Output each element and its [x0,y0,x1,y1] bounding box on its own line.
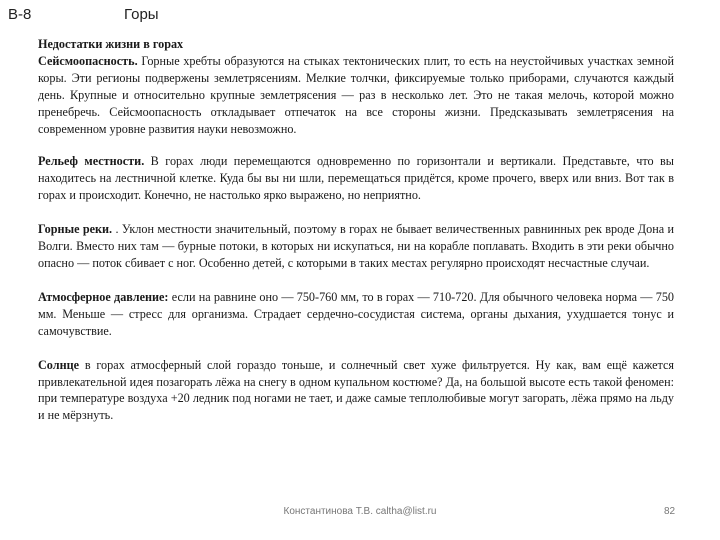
section-text-sun: в горах атмосферный слой гораздо тоньше, и солнечный свет хуже фильтруется. Ну как, вам ещё кажется привлекательной идея позагорать лёжа на снегу в одном купальном костюме? Да, на большой высоте есть такой феномен: при температуре воздуха +20 ледник под ногами не тает, и даже самые теплолюбивые могут загорать, лёжа прямо на льду и не мёрзнуть. [38,357,674,423]
section-text-seismic: Горные хребты образуются на стыках тектонических плит, то есть на неустойчивых участках земной коры. Эти регионы подвержены землетрясениям. Мелкие толчки, фиксируемые только приборами, случаются каждый день. Крупные и относительно крупные землетрясения — раз в несколько лет. Это не такая мелочь, которой можно пренебречь. Сейсмоопасность откладывает отпечаток на все стороны жизни. Предсказывать землетрясения на современном уровне развития науки невозможно. [38,53,674,136]
section-rivers [38,221,674,272]
section-sun [38,357,674,425]
section-top-heading: Недостатки жизни в горах [38,37,184,51]
slide-title: Горы [124,6,159,23]
section-text-pressure: если на равнине оно — 750-760 мм, то в горах — 710-720. Для обычного человека норма — 750 мм. Меньше — стресс для организма. Страдает сердечно-сосудистая система, органы дыхания, ухудшается тонус и самочувствие. [38,289,675,338]
main-content [38,36,674,441]
section-heading-pressure: Атмосферное давление: [38,289,169,304]
footer-author: Константинова Т.В. caltha@list.ru [283,506,437,517]
section-pressure [38,289,674,340]
section-heading-seismic: Сейсмоопасность. [38,53,138,68]
section-heading-rivers: Горные реки. [38,222,113,237]
section-heading-relief: Рельеф местности. [38,154,145,169]
section-text-rivers: . Уклон местности значительный, поэтому в горах не бывает величественных равнинных рек вроде Дона и Волги. Вместо них там — бурные потоки, в которых ни искупаться, ни на корабле поплавать. Входить в эти реки обычно опасно — поток сбивает с ног. Особенно детей, с которыми в таких местах регулярно происходят несчастные случаи. [38,222,674,270]
page-number: 82 [664,506,676,517]
section-text-relief: В горах люди перемещаются одновременно по горизонтали и вертикали. Представьте, что вы находитесь на лестничной клетке. Куда бы вы ни шли, перемещаться придётся, кроме прочего, вверх или вниз. Вот так в горах и происходит. Конечно, не настолько ярко выражено, но неприятно. [38,154,674,203]
section-relief [38,153,674,204]
section-seismic [38,36,674,137]
slide-id: В-8 [8,6,32,23]
section-heading-sun: Солнце [38,357,80,372]
